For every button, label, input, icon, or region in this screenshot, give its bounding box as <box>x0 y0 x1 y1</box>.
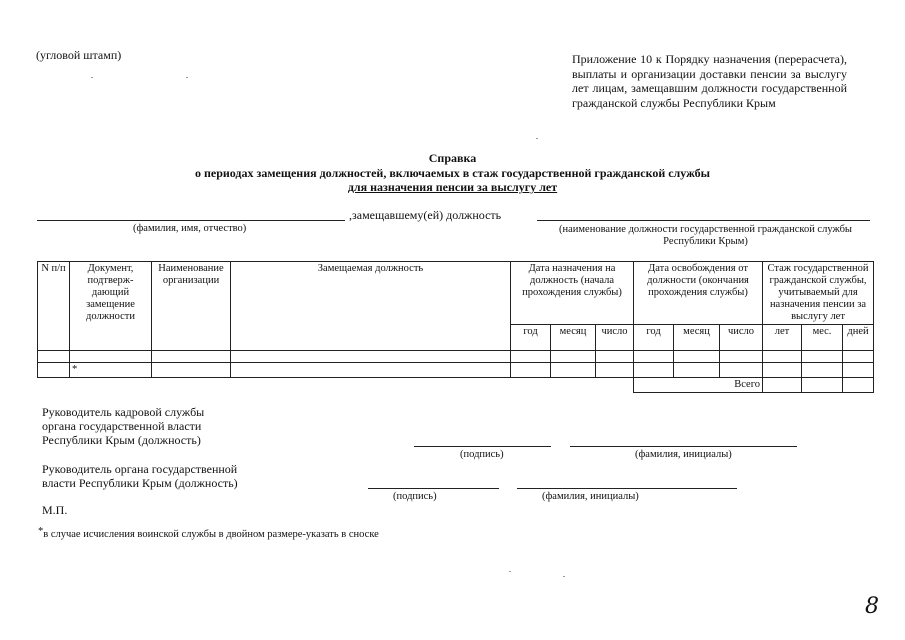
signature-caption-1: (подпись) <box>460 449 504 460</box>
total-label: Всего <box>634 378 763 393</box>
scan-speck <box>563 576 565 577</box>
sub-start-month: месяц <box>551 325 596 351</box>
name-caption-1: (фамилия, инициалы) <box>635 449 732 460</box>
org-head-title-2: власти Республики Крым (должность) <box>42 476 238 490</box>
sub-end-month: месяц <box>674 325 720 351</box>
service-periods-table <box>37 261 874 393</box>
hr-head-title-2: органа государственной власти <box>42 419 202 433</box>
signature-caption-2: (подпись) <box>393 491 437 502</box>
table-row <box>38 351 874 363</box>
handwritten-page-number: 8 <box>865 594 879 619</box>
sub-days: дней <box>843 325 874 351</box>
hr-head-title-1: Руководитель кадровой службы <box>42 405 205 419</box>
position-caption-2: Республики Крым) <box>663 236 748 247</box>
table-row <box>38 363 874 378</box>
name-line-1 <box>570 446 797 447</box>
scan-speck <box>536 138 538 139</box>
footnote-mark: * <box>38 526 44 537</box>
header-num: N п/п <box>38 262 70 351</box>
header-position: Замещаемая должность <box>231 262 511 351</box>
header-end-date: Дата освобождения от должности (окончания прохождения службы) <box>634 262 763 325</box>
name-caption: (фамилия, имя, отчество) <box>133 223 247 234</box>
name-fill-line <box>37 220 345 221</box>
position-fill-line <box>537 220 870 221</box>
asterisk-mark: * <box>70 363 152 378</box>
sub-start-day: число <box>596 325 634 351</box>
footnote-text: в случае исчисления воинской службы в двойном размере-указать в сноске <box>43 529 379 540</box>
corner-stamp: (угловой штамп) <box>36 48 122 62</box>
seal-placeholder: М.П. <box>42 503 68 517</box>
org-head-title-1: Руководитель органа государственной <box>42 462 238 476</box>
document-subtitle-purpose: для назначения пенсии за выслугу лет <box>347 180 558 194</box>
name-caption-2: (фамилия, инициалы) <box>542 491 639 502</box>
header-start-date: Дата назначения на должность (начала прохождения службы) <box>511 262 634 325</box>
table-header-row <box>38 262 874 325</box>
name-line-2 <box>517 488 737 489</box>
appendix-note: Приложение 10 к Порядку назначения (перерасчета), выплаты и организации доставки пенсии за выслугу лет лицам, замещавшим должности государственной гражданской службы Республики Крым <box>572 52 847 110</box>
scan-speck <box>509 571 511 572</box>
header-seniority: Стаж государственной гражданской службы, учитываемый для назначения пенсии за выслугу лет <box>763 262 874 325</box>
document-subtitle: о периодах замещения должностей, включаемых в стаж государственной гражданской службы <box>194 166 711 180</box>
footnote <box>38 526 379 540</box>
sub-years: лет <box>763 325 802 351</box>
header-organization: Наименование организации <box>152 262 231 351</box>
position-caption-1: (наименование должности государственной гражданской службы <box>559 224 852 235</box>
held-position-label: ,замещавшему(ей) должность <box>349 208 502 222</box>
header-document: Документ, подтверж-дающий замещение должности <box>70 262 152 351</box>
signature-line-1 <box>414 446 551 447</box>
scan-speck <box>91 77 93 78</box>
document-title: Справка <box>428 151 477 165</box>
hr-head-title-3: Республики Крым (должность) <box>42 433 201 447</box>
sub-start-year: год <box>511 325 551 351</box>
sub-end-year: год <box>634 325 674 351</box>
sub-months: мес. <box>802 325 843 351</box>
sub-end-day: число <box>720 325 763 351</box>
total-row <box>38 378 874 393</box>
scan-speck <box>186 77 188 78</box>
signature-line-2 <box>368 488 499 489</box>
